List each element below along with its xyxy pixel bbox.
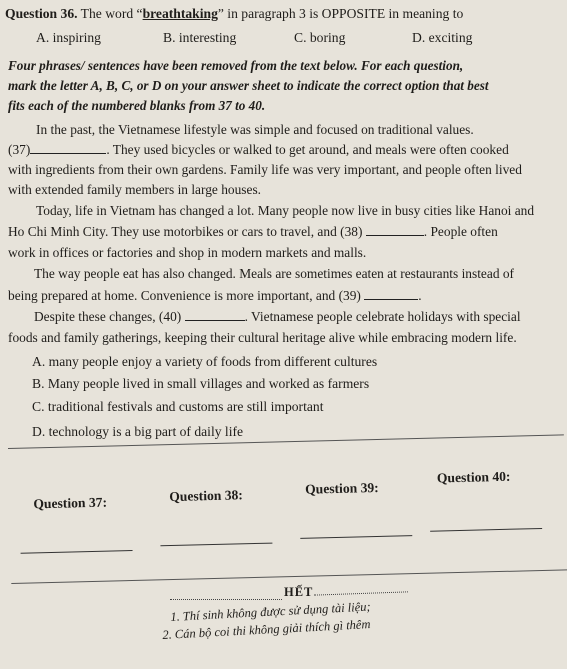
- blank-37-number: (37): [8, 142, 31, 157]
- instruction-line-3: fits each of the numbered blanks from 37 to 40.: [8, 98, 266, 113]
- footer-note-2: 2. Cán bộ coi thi không giải thích gì thêm: [162, 617, 371, 642]
- passage-p2-line-2-end: . People often: [423, 224, 498, 239]
- question-36-option-c[interactable]: C. boring: [294, 30, 346, 45]
- answer-field-39[interactable]: [300, 535, 412, 539]
- passage-p4-line-1: [34, 309, 521, 325]
- answer-header-40: Question 40:: [436, 468, 511, 486]
- instruction-line-1: Four phrases/ sentences have been removed from the text below. For each question,: [8, 58, 464, 73]
- passage-p4-line-1-end: . Vietnamese people celebrate holidays with special: [244, 309, 521, 324]
- choice-c[interactable]: C. traditional festivals and customs are still important: [32, 399, 324, 414]
- question-36-text-after: ” in paragraph 3 is OPPOSITE in meaning to: [217, 6, 464, 21]
- question-36-keyword: breathtaking: [142, 6, 218, 21]
- blank-38-line: [366, 235, 424, 236]
- instruction-line-2: mark the letter A, B, C, or D on your answer sheet to indicate the correct option that best: [8, 78, 489, 93]
- choice-a[interactable]: A. many people enjoy a variety of foods from different cultures: [32, 354, 378, 369]
- passage-p2-line-3: work in offices or factories and shop in modern markets and malls.: [8, 245, 367, 260]
- end-divider-right: [314, 591, 408, 595]
- question-36-stem: [5, 6, 463, 22]
- passage-p3-line-2-end: .: [418, 288, 422, 303]
- question-36-option-a[interactable]: A. inspiring: [36, 30, 101, 45]
- question-36-text-before: The word “: [77, 6, 143, 21]
- passage-p1-line-4: with extended family members in large houses.: [8, 182, 261, 197]
- answer-field-40[interactable]: [430, 528, 542, 532]
- question-36-option-d[interactable]: D. exciting: [412, 30, 473, 45]
- passage-p1-line-3: with ingredients from their own gardens. Family life was very important, and people often lived: [8, 162, 522, 177]
- blank-40-line: [185, 320, 245, 321]
- end-divider-left: [170, 599, 282, 600]
- answer-header-37: Question 37:: [33, 494, 108, 512]
- passage-p3-line-2-start: being prepared at home. Convenience is more important, and (39): [8, 288, 365, 303]
- question-36-option-b[interactable]: B. interesting: [163, 30, 237, 45]
- end-label: HẾT: [284, 585, 314, 599]
- answer-field-38[interactable]: [160, 543, 272, 547]
- passage-p1-line-2: [8, 142, 509, 158]
- choice-b[interactable]: B. Many people lived in small villages and worked as farmers: [32, 376, 370, 391]
- choice-d[interactable]: D. technology is a big part of daily life: [32, 424, 244, 439]
- answer-field-37[interactable]: [21, 550, 133, 554]
- passage-p1-line-2-rest: . They used bicycles or walked to get around, and meals were often cooked: [106, 142, 509, 157]
- question-36-number: Question 36.: [5, 6, 78, 21]
- passage-p2-line-1: Today, life in Vietnam has changed a lot. Many people now live in busy cities like Hanoi and: [36, 203, 535, 218]
- passage-p4-line-2: foods and family gatherings, keeping their cultural heritage alive while embracing modern life.: [8, 330, 517, 345]
- passage-p2-line-2: [8, 224, 498, 240]
- blank-39-line: [364, 299, 418, 300]
- answer-table: [8, 434, 567, 584]
- answer-header-39: Question 39:: [304, 479, 379, 497]
- answer-header-38: Question 38:: [169, 487, 244, 505]
- blank-37-line: [30, 153, 106, 154]
- passage-p1-line-1: In the past, the Vietnamese lifestyle was simple and focused on traditional values.: [36, 122, 474, 137]
- footer-note-1: 1. Thí sinh không được sử dụng tài liệu;: [170, 599, 371, 624]
- passage-p3-line-1: The way people eat has also changed. Meals are sometimes eaten at restaurants instead of: [34, 266, 515, 281]
- passage-p2-line-2-start: Ho Chi Minh City. They use motorbikes or cars to travel, and (38): [8, 224, 366, 239]
- passage-p3-line-2: [8, 288, 422, 304]
- passage-p4-line-1-start: Despite these changes, (40): [34, 309, 185, 324]
